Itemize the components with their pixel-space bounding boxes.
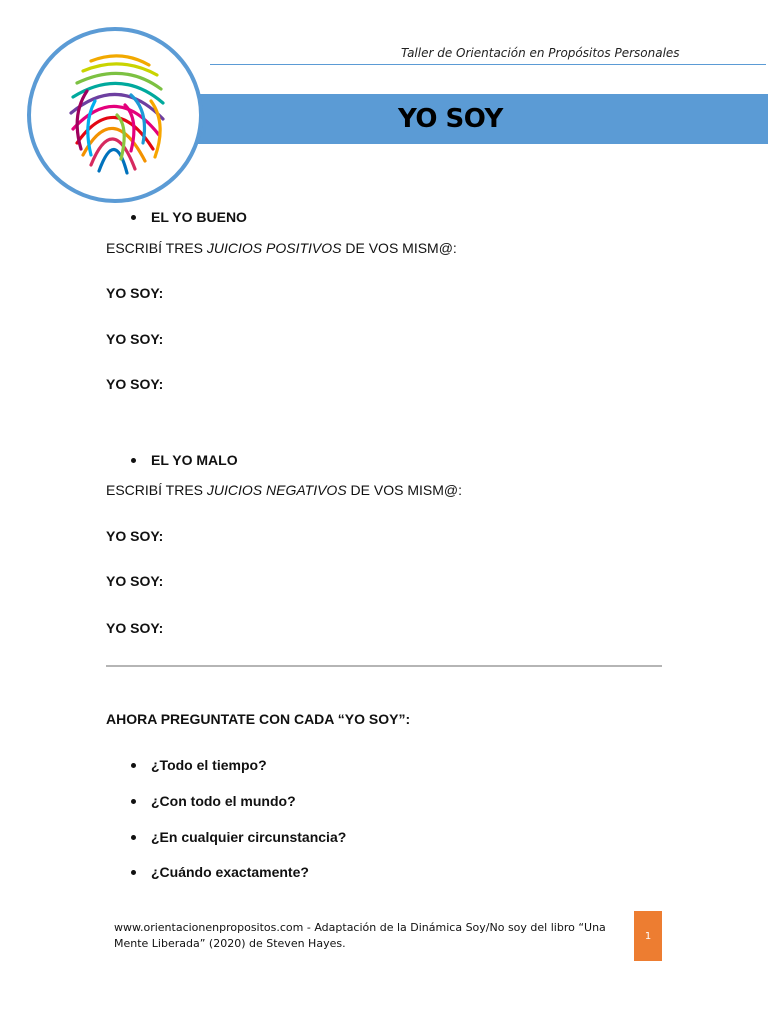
- section-bad-heading: EL YO MALO: [151, 452, 238, 468]
- header-rule: [210, 64, 766, 65]
- answer-line[interactable]: YO SOY:: [106, 331, 164, 347]
- prompt-text: ESCRIBÍ TRES: [106, 240, 207, 256]
- footer-credit: www.orientacionenpropositos.com - Adaptación de la Dinámica Soy/No soy del libro “Una Mente Liberada” (2020) de Steven Hayes.: [114, 921, 606, 950]
- section-good-prompt: [106, 240, 457, 256]
- prompt-text: ESCRIBÍ TRES: [106, 482, 207, 498]
- answer-line[interactable]: YO SOY:: [106, 528, 164, 544]
- section-divider: [106, 665, 662, 667]
- prompt-emphasis: JUICIOS POSITIVOS: [206, 240, 342, 256]
- workshop-subtitle: Taller de Orientación en Propósitos Personales: [401, 46, 680, 60]
- logo: [27, 27, 203, 203]
- page-number: 1: [634, 911, 662, 961]
- question-item: ¿Cuándo exactamente?: [151, 864, 309, 880]
- page-title: YO SOY: [398, 104, 503, 134]
- fingerprint-icon: [31, 31, 199, 199]
- answer-line[interactable]: YO SOY:: [106, 376, 164, 392]
- answer-line[interactable]: YO SOY:: [106, 620, 164, 636]
- section-good-heading: EL YO BUENO: [151, 209, 247, 225]
- question-item: ¿En cualquier circunstancia?: [151, 829, 347, 845]
- answer-line[interactable]: YO SOY:: [106, 285, 164, 301]
- questions-heading: AHORA PREGUNTATE CON CADA “YO SOY”:: [106, 711, 411, 727]
- question-item: ¿Con todo el mundo?: [151, 793, 296, 809]
- question-item: ¿Todo el tiempo?: [151, 757, 267, 773]
- prompt-text: DE VOS MISM@:: [341, 240, 457, 256]
- answer-line[interactable]: YO SOY:: [106, 573, 164, 589]
- prompt-emphasis: JUICIOS NEGATIVOS: [206, 482, 347, 498]
- prompt-text: DE VOS MISM@:: [346, 482, 462, 498]
- section-bad-prompt: [106, 482, 462, 498]
